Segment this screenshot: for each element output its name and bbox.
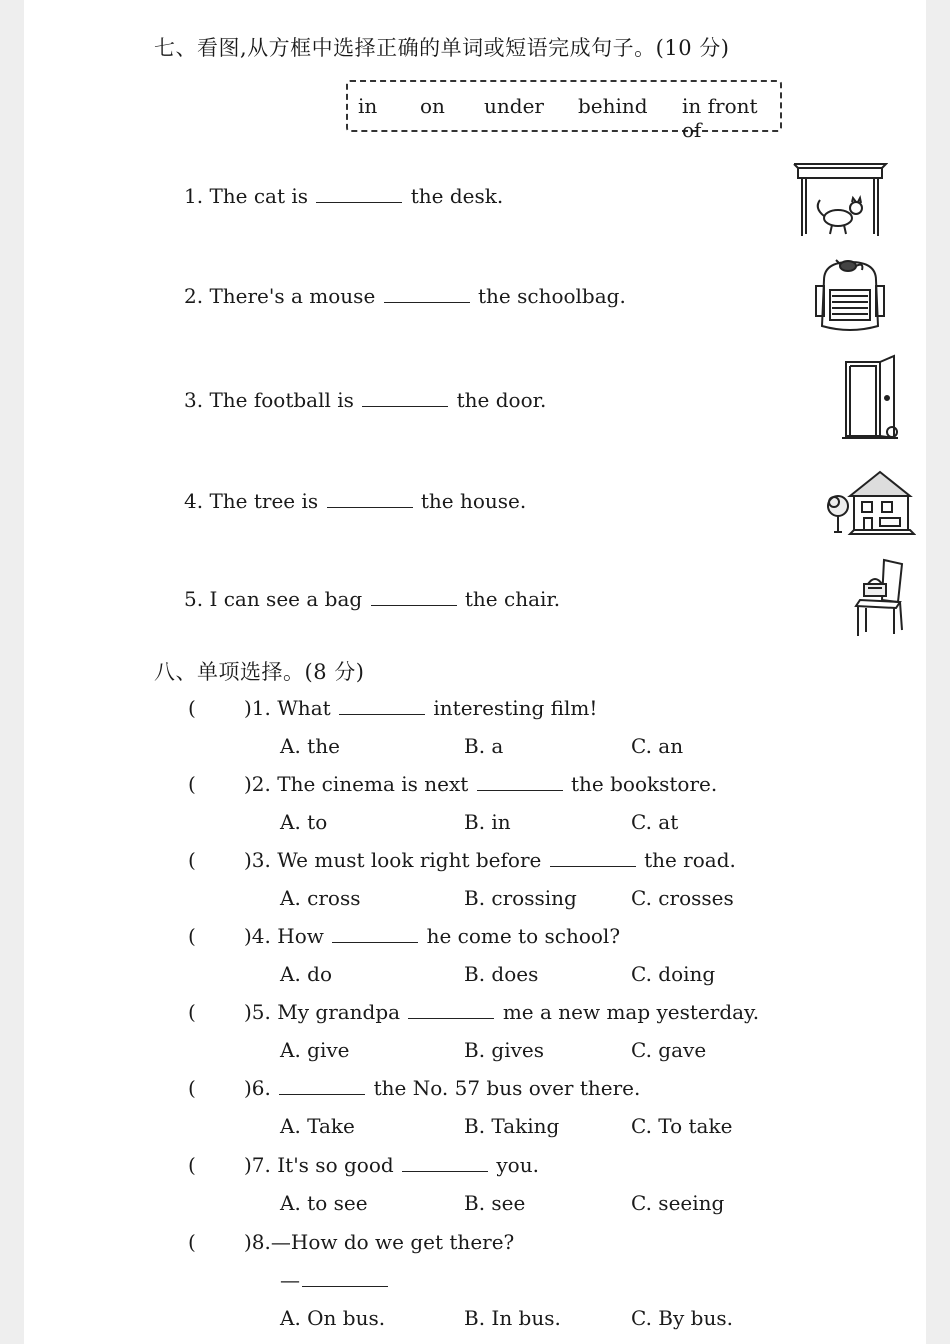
option-c[interactable]: C. an — [631, 734, 684, 758]
option-a[interactable]: A. to see — [280, 1191, 368, 1215]
option-a[interactable]: A. On bus. — [280, 1306, 386, 1330]
question-2: )2. The cinema is next the bookstore. — [244, 772, 718, 796]
answer-blank[interactable] — [339, 713, 425, 715]
section7-title: 七、看图,从方框中选择正确的单词或短语完成句子。(10 分) — [154, 36, 730, 60]
question-3: )3. We must look right before the road. — [244, 848, 736, 872]
option-b[interactable]: B. see — [464, 1191, 526, 1215]
answer-blank[interactable] — [477, 789, 563, 791]
question-6: )6. the No. 57 bus over there. — [244, 1076, 641, 1100]
answer-blank[interactable] — [402, 1170, 488, 1172]
question-4: )4. How he come to school? — [244, 924, 621, 948]
option-a[interactable]: A. give — [280, 1038, 350, 1062]
option-a[interactable]: A. cross — [280, 886, 361, 910]
option-c[interactable]: C. gave — [631, 1038, 707, 1062]
word-box — [346, 80, 782, 142]
answer-blank[interactable] — [279, 1093, 365, 1095]
option-b[interactable]: B. crossing — [464, 886, 577, 910]
question-7: )7. It's so good you. — [244, 1153, 539, 1177]
question-3-paren: ( — [188, 848, 196, 872]
question-8-paren: ( — [188, 1230, 196, 1254]
chair-with-bag-picture — [844, 556, 910, 640]
answer-blank[interactable] — [327, 506, 413, 508]
answer-blank[interactable] — [316, 201, 402, 203]
question-7-paren: ( — [188, 1153, 196, 1177]
question-5: )5. My grandpa me a new map yesterday. — [244, 1000, 760, 1024]
sentence-3: 3. The football is the door. — [184, 388, 547, 412]
question-1: )1. What interesting film! — [244, 696, 598, 720]
question-5-paren: ( — [188, 1000, 196, 1024]
question-2-paren: ( — [188, 772, 196, 796]
section8-title: 八、单项选择。(8 分) — [154, 660, 365, 684]
sentence-4: 4. The tree is the house. — [184, 489, 527, 513]
option-c[interactable]: C. crosses — [631, 886, 734, 910]
option-a[interactable]: A. the — [280, 734, 340, 758]
option-b[interactable]: B. Taking — [464, 1114, 560, 1138]
option-b[interactable]: B. gives — [464, 1038, 545, 1062]
question-6-paren: ( — [188, 1076, 196, 1100]
schoolbag-with-mouse-picture — [810, 256, 890, 336]
option-b[interactable]: B. in — [464, 810, 511, 834]
question-8-answer-line: — — [280, 1268, 390, 1292]
option-b[interactable]: B. does — [464, 962, 539, 986]
answer-blank[interactable] — [384, 301, 470, 303]
word-option: under — [484, 94, 544, 118]
sentence-2: 2. There's a mouse the schoolbag. — [184, 284, 626, 308]
word-option: on — [420, 94, 445, 118]
worksheet-page — [24, 0, 926, 1344]
answer-blank[interactable] — [332, 941, 418, 943]
question-1-paren: ( — [188, 696, 196, 720]
option-a[interactable]: A. do — [280, 962, 333, 986]
option-a[interactable]: A. to — [280, 810, 328, 834]
option-b[interactable]: B. a — [464, 734, 504, 758]
option-c[interactable]: C. To take — [631, 1114, 733, 1138]
answer-blank[interactable] — [362, 405, 448, 407]
option-c[interactable]: C. at — [631, 810, 679, 834]
word-option: in front of — [682, 94, 758, 142]
answer-blank[interactable] — [371, 604, 457, 606]
door-with-football-picture — [840, 352, 900, 444]
word-option: behind — [578, 94, 648, 118]
option-c[interactable]: C. seeing — [631, 1191, 725, 1215]
answer-blank[interactable] — [302, 1285, 388, 1287]
option-b[interactable]: B. In bus. — [464, 1306, 561, 1330]
option-c[interactable]: C. doing — [631, 962, 716, 986]
question-4-paren: ( — [188, 924, 196, 948]
option-a[interactable]: A. Take — [280, 1114, 355, 1138]
sentence-5: 5. I can see a bag the chair. — [184, 587, 561, 611]
cat-under-desk-picture — [792, 160, 888, 242]
house-and-tree-picture — [824, 466, 916, 538]
sentence-1: 1. The cat is the desk. — [184, 184, 504, 208]
answer-blank[interactable] — [408, 1017, 494, 1019]
answer-blank[interactable] — [550, 865, 636, 867]
word-option: in — [358, 94, 378, 118]
option-c[interactable]: C. By bus. — [631, 1306, 733, 1330]
question-8: )8.—How do we get there? — [244, 1230, 515, 1254]
